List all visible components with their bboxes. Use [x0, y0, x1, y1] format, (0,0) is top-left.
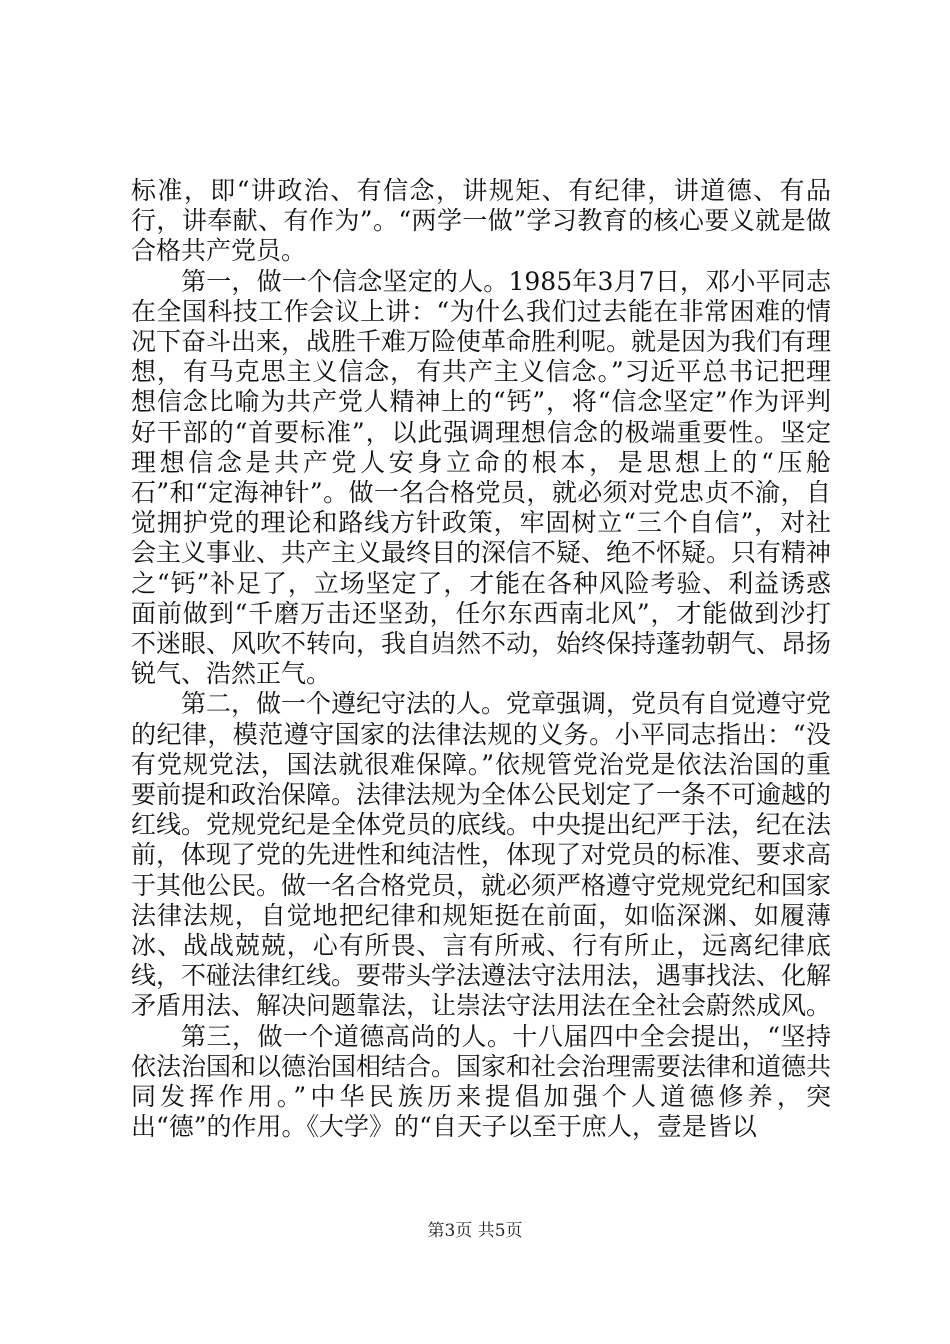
paragraph-moral-character: 第三，做一个道德高尚的人。十八届四中全会提出，“坚持依法治国和以德治国相结合。国家和社会治理需要法律和道德共同发挥作用。”中华民族历来提倡加强个人道德修养，突出“德”的作用。《大学》的“自天子以至于庶人，壹是皆以: [131, 1021, 832, 1142]
document-body: [131, 176, 831, 1143]
paragraph-firm-belief: 第一，做一个信念坚定的人。1985年3月7日，邓小平同志在全国科技工作会议上讲：“为什么我们过去能在非常困难的情况下奋斗出来，战胜千难万险使革命胜利呢。就是因为我们有理想，有马克思主义信念，有共产主义信念。”习近平总书记把理想信念比喻为共产党人精神上的“钙”，将“信念坚定”作为评判好干部的“首要标准”，以此强调理想信念的极端重要性。坚定理想信念是共产党人安身立命的根本，是思想上的“压舱石”和“定海神针”。做一名合格党员，就必须对党忠贞不渝，自觉拥护党的理论和路线方针政策，牢固树立“三个自信”，对社会主义事业、共产主义最终目的深信不疑、绝不怀疑。只有精神之“钙”补足了，立场坚定了，才能在各种风险考验、利益诱惑面前做到“千磨万击还坚劲，任尔东西南北风”，才能做到沙打不迷眼、风吹不转向，我自岿然不动，始终保持蓬勃朝气、昂扬锐气、浩然正气。: [131, 266, 832, 689]
paragraph-continuation: 标准，即“讲政治、有信念，讲规矩、有纪律，讲道德、有品行，讲奉献、有作为”。“两学一做”学习教育的核心要义就是做合格共产党员。: [131, 176, 831, 266]
page-footer: 第3页 共5页: [427, 1221, 523, 1241]
paragraph-law-abiding: 第二，做一个遵纪守法的人。党章强调，党员有自觉遵守党的纪律，模范遵守国家的法律法规的义务。小平同志指出：“没有党规党法，国法就很难保障。”依规管党治党是依法治国的重要前提和政治保障。法律法规为全体公民划定了一条不可逾越的红线。党规党纪是全体党员的底线。中央提出纪严于法，纪在法前，体现了党的先进性和纯洁性，体现了对党员的标准、要求高于其他公民。做一名合格党员，就必须严格遵守党规党纪和国家法律法规，自觉地把纪律和规矩挺在前面，如临深渊、如履薄冰、战战兢兢，心有所畏、言有所戒、行有所止，远离纪律底线，不碰法律红线。要带头学法遵法守法用法，遇事找法、化解矛盾用法、解决问题靠法，让崇法守法用法在全社会蔚然成风。: [131, 689, 832, 1021]
